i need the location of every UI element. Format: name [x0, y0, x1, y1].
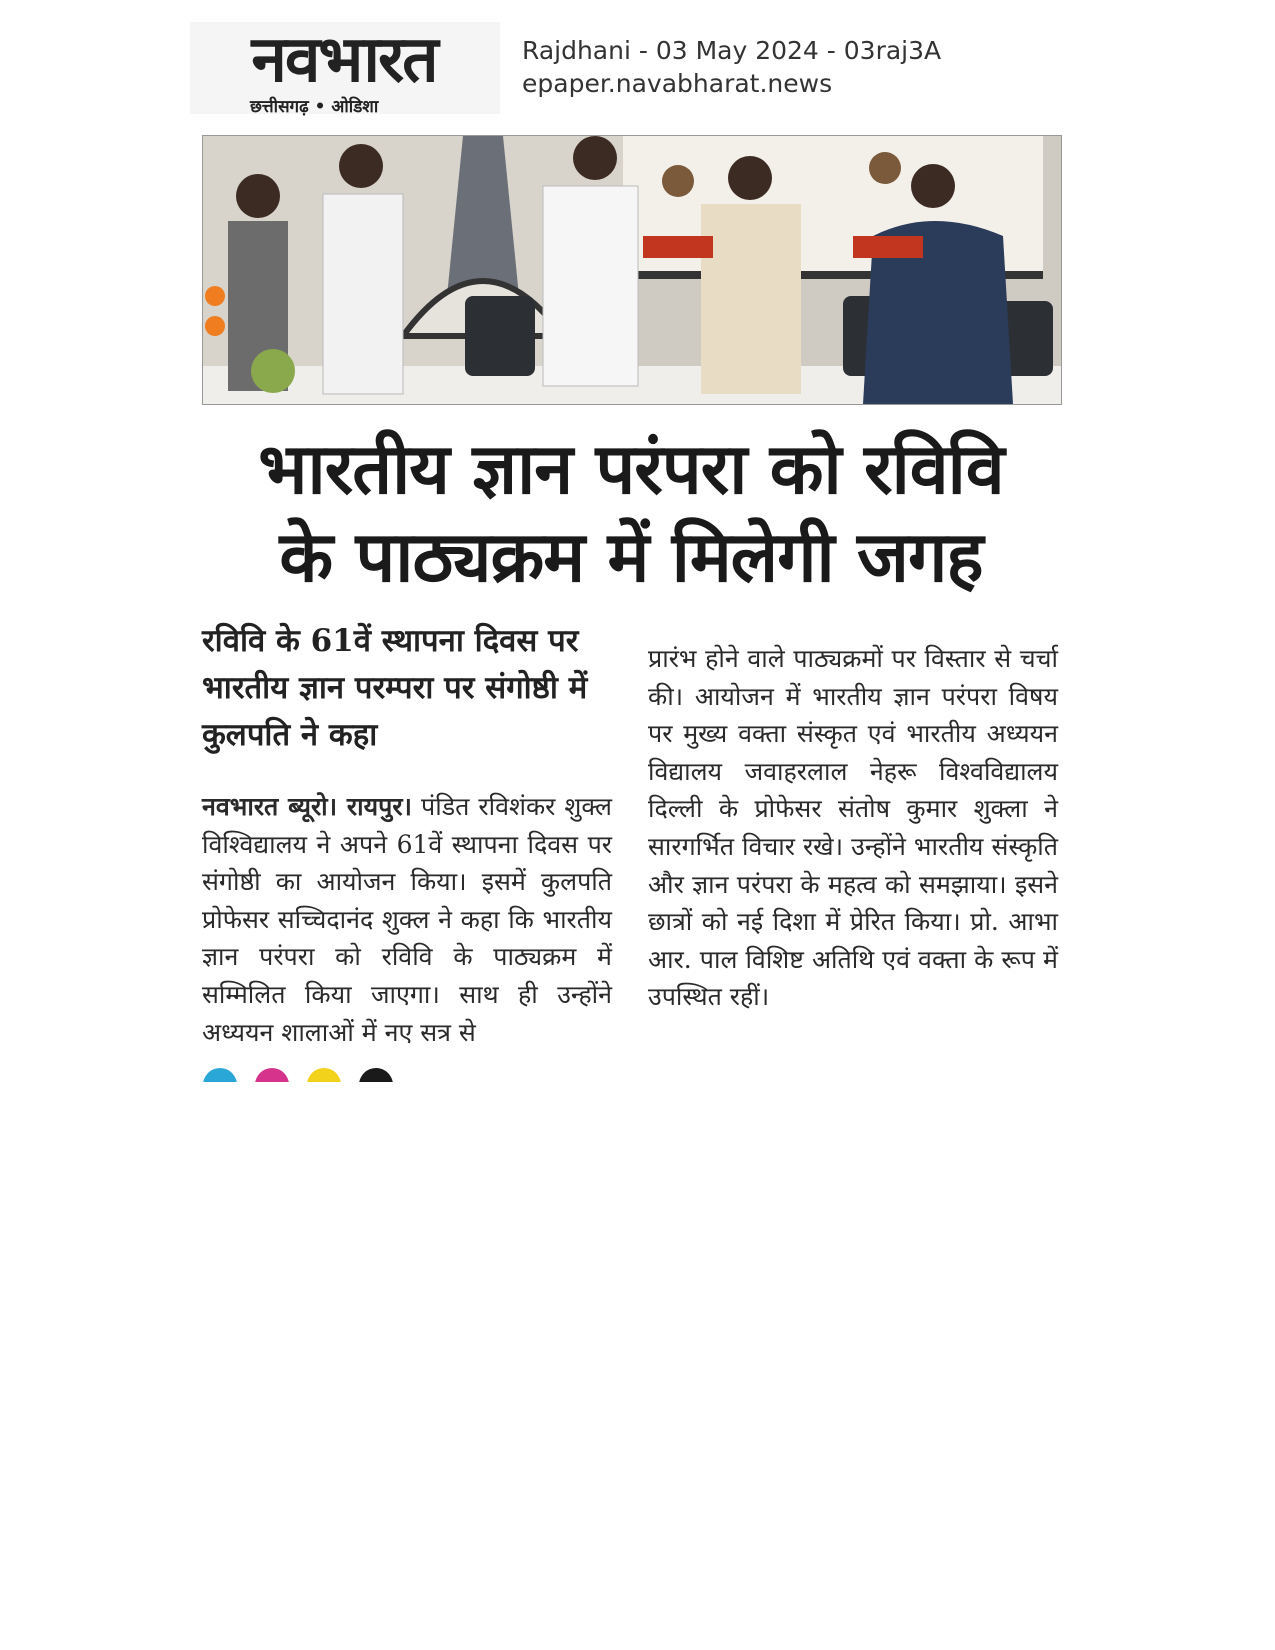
dateline: नवभारत ब्यूरो। रायपुर। [202, 792, 413, 821]
newspaper-logo: नवभारत [251, 23, 437, 97]
edition-line: Rajdhani - 03 May 2024 - 03raj3A [522, 36, 942, 65]
edition-info [522, 34, 941, 100]
article-headline [190, 425, 1072, 601]
headline-line-2: के पाठ्यक्रम में मिलेगी जगह [279, 516, 983, 598]
registration-mark-cyan [203, 1068, 237, 1082]
event-photo-illustration [203, 136, 1061, 404]
registration-mark-black [359, 1068, 393, 1082]
registration-mark-yellow [307, 1068, 341, 1082]
article-body-left [202, 788, 612, 1051]
body-text-left: पंडित रविशंकर शुक्ल विश्विद्यालय ने अपने 61वें स्थापना दिवस पर संगोष्ठी का आयोजन किया। इसमें कुलपति प्रोफेसर सच्चिदानंद शुक्ल ने कहा कि भारतीय ज्ञान परंपरा को रविवि के पाठ्यक्रम में सम्मिलित किया जाएगा। साथ ही उन्होंने अध्ययन शालाओं में नए सत्र से [202, 792, 612, 1047]
article-body-right: प्रारंभ होने वाले पाठ्यक्रमों पर विस्तार से चर्चा की। आयोजन में भारतीय ज्ञान परंपरा विषय पर मुख्य वक्ता संस्कृत एवं भारतीय अध्ययन विद्यालय जवाहरलाल नेहरू विश्वविद्यालय दिल्ली के प्रोफेसर संतोष कुमार शुक्ला ने सारगर्भित विचार रखे। उन्होंने भारतीय संस्कृति और ज्ञान परंपरा के महत्व को समझाया। इसने छात्रों को नई दिशा में प्रेरित किया। प्रो. आभा आर. पाल विशिष्ट अतिथि एवं वक्ता के रूप में उपस्थित रहीं। [648, 644, 1058, 1012]
headline-line-1: भारतीय ज्ञान परंपरा को रविवि [258, 428, 1004, 510]
registration-mark-magenta [255, 1068, 289, 1082]
article-subheadline: रविवि के 61वें स्थापना दिवस पर भारतीय ज्ञान परम्परा पर संगोष्ठी में कुलपति ने कहा [202, 623, 588, 753]
edition-region: छत्तीसगढ़ • ओडिशा [250, 97, 379, 117]
site-url: epaper.navabharat.news [522, 69, 833, 98]
masthead-logo-block [190, 22, 500, 117]
event-photo [202, 135, 1062, 405]
